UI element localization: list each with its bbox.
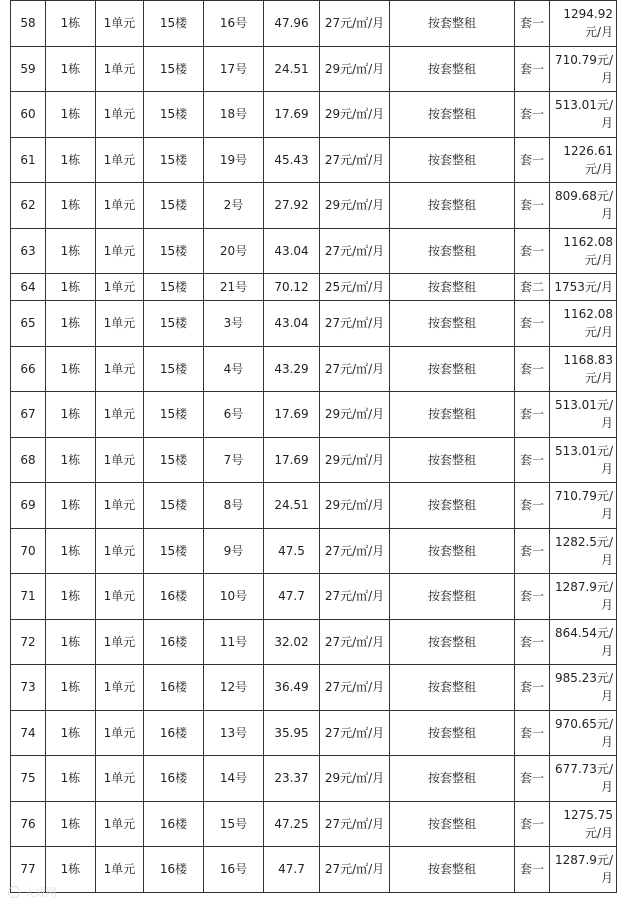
cell-unit: 1单元 <box>96 710 144 756</box>
cell-number: 60 <box>11 92 46 138</box>
cell-unit: 1单元 <box>96 92 144 138</box>
cell-floor: 16楼 <box>144 756 204 802</box>
cell-unit: 1单元 <box>96 574 144 620</box>
cell-number: 62 <box>11 183 46 229</box>
cell-area: 70.12 <box>264 274 320 301</box>
table-row <box>11 92 617 138</box>
cell-building: 1栋 <box>46 801 96 847</box>
cell-rate: 27元/㎡/月 <box>320 1 390 47</box>
table-row <box>11 574 617 620</box>
cell-rate: 29元/㎡/月 <box>320 46 390 92</box>
cell-unit: 1单元 <box>96 619 144 665</box>
table-row <box>11 801 617 847</box>
table-row <box>11 665 617 711</box>
cell-unit: 1单元 <box>96 346 144 392</box>
table-row <box>11 274 617 301</box>
cell-price: 1162.08元/月 <box>550 228 617 274</box>
cell-room: 14号 <box>204 756 264 802</box>
cell-rental-mode: 按套整租 <box>390 756 515 802</box>
cell-unit-type: 套二 <box>515 274 550 301</box>
cell-building: 1栋 <box>46 710 96 756</box>
cell-unit: 1单元 <box>96 46 144 92</box>
cell-area: 17.69 <box>264 437 320 483</box>
cell-number: 59 <box>11 46 46 92</box>
cell-room: 21号 <box>204 274 264 301</box>
cell-unit-type: 套一 <box>515 46 550 92</box>
cell-price: 970.65元/月 <box>550 710 617 756</box>
cell-unit-type: 套一 <box>515 619 550 665</box>
cell-number: 70 <box>11 528 46 574</box>
cell-area: 43.29 <box>264 346 320 392</box>
cell-rental-mode: 按套整租 <box>390 574 515 620</box>
cell-room: 12号 <box>204 665 264 711</box>
cell-building: 1栋 <box>46 392 96 438</box>
cell-building: 1栋 <box>46 1 96 47</box>
cell-building: 1栋 <box>46 92 96 138</box>
cell-rental-mode: 按套整租 <box>390 137 515 183</box>
cell-unit: 1单元 <box>96 392 144 438</box>
cell-unit-type: 套一 <box>515 92 550 138</box>
table-row <box>11 710 617 756</box>
cell-number: 72 <box>11 619 46 665</box>
cell-rate: 29元/㎡/月 <box>320 392 390 438</box>
cell-price: 513.01元/月 <box>550 392 617 438</box>
table-row <box>11 183 617 229</box>
cell-area: 23.37 <box>264 756 320 802</box>
cell-rental-mode: 按套整租 <box>390 392 515 438</box>
cell-number: 61 <box>11 137 46 183</box>
cell-area: 24.51 <box>264 483 320 529</box>
cell-floor: 15楼 <box>144 346 204 392</box>
cell-rental-mode: 按套整租 <box>390 483 515 529</box>
cell-unit-type: 套一 <box>515 756 550 802</box>
cell-rental-mode: 按套整租 <box>390 665 515 711</box>
cell-rental-mode: 按套整租 <box>390 274 515 301</box>
cell-room: 7号 <box>204 437 264 483</box>
cell-number: 66 <box>11 346 46 392</box>
cell-price: 677.73元/月 <box>550 756 617 802</box>
cell-unit-type: 套一 <box>515 137 550 183</box>
table-row <box>11 301 617 347</box>
cell-floor: 15楼 <box>144 92 204 138</box>
cell-floor: 15楼 <box>144 183 204 229</box>
cell-building: 1栋 <box>46 756 96 802</box>
cell-unit-type: 套一 <box>515 847 550 893</box>
cell-room: 11号 <box>204 619 264 665</box>
cell-rental-mode: 按套整租 <box>390 528 515 574</box>
table-row <box>11 46 617 92</box>
cell-floor: 15楼 <box>144 437 204 483</box>
cell-floor: 15楼 <box>144 274 204 301</box>
cell-price: 1168.83元/月 <box>550 346 617 392</box>
cell-number: 64 <box>11 274 46 301</box>
cell-unit: 1单元 <box>96 137 144 183</box>
cell-unit: 1单元 <box>96 1 144 47</box>
cell-unit: 1单元 <box>96 665 144 711</box>
table-row <box>11 619 617 665</box>
cell-unit: 1单元 <box>96 756 144 802</box>
cell-building: 1栋 <box>46 46 96 92</box>
cell-number: 68 <box>11 437 46 483</box>
cell-price: 513.01元/月 <box>550 437 617 483</box>
cell-unit: 1单元 <box>96 483 144 529</box>
cell-price: 710.79元/月 <box>550 483 617 529</box>
cell-rate: 27元/㎡/月 <box>320 301 390 347</box>
cell-unit-type: 套一 <box>515 346 550 392</box>
cell-unit: 1单元 <box>96 301 144 347</box>
cell-area: 47.5 <box>264 528 320 574</box>
table-row <box>11 1 617 47</box>
cell-building: 1栋 <box>46 483 96 529</box>
cell-number: 67 <box>11 392 46 438</box>
cell-floor: 16楼 <box>144 665 204 711</box>
cell-price: 513.01元/月 <box>550 92 617 138</box>
cell-rate: 25元/㎡/月 <box>320 274 390 301</box>
cell-price: 864.54元/月 <box>550 619 617 665</box>
cell-room: 19号 <box>204 137 264 183</box>
cell-floor: 16楼 <box>144 847 204 893</box>
cell-unit: 1单元 <box>96 228 144 274</box>
cell-unit-type: 套一 <box>515 1 550 47</box>
cell-floor: 16楼 <box>144 619 204 665</box>
cell-room: 20号 <box>204 228 264 274</box>
cell-rate: 29元/㎡/月 <box>320 183 390 229</box>
cell-rental-mode: 按套整租 <box>390 619 515 665</box>
cell-price: 1282.5元/月 <box>550 528 617 574</box>
cell-unit: 1单元 <box>96 437 144 483</box>
cell-area: 47.25 <box>264 801 320 847</box>
cell-number: 77 <box>11 847 46 893</box>
cell-rental-mode: 按套整租 <box>390 847 515 893</box>
cell-unit-type: 套一 <box>515 483 550 529</box>
table-row <box>11 346 617 392</box>
cell-area: 47.7 <box>264 847 320 893</box>
cell-room: 2号 <box>204 183 264 229</box>
cell-room: 18号 <box>204 92 264 138</box>
cell-number: 76 <box>11 801 46 847</box>
cell-price: 1753元/月 <box>550 274 617 301</box>
cell-floor: 16楼 <box>144 801 204 847</box>
cell-price: 809.68元/月 <box>550 183 617 229</box>
cell-building: 1栋 <box>46 528 96 574</box>
cell-room: 4号 <box>204 346 264 392</box>
cell-rate: 29元/㎡/月 <box>320 756 390 802</box>
cell-unit-type: 套一 <box>515 437 550 483</box>
cell-rate: 27元/㎡/月 <box>320 574 390 620</box>
cell-rental-mode: 按套整租 <box>390 801 515 847</box>
cell-rental-mode: 按套整租 <box>390 301 515 347</box>
cell-building: 1栋 <box>46 574 96 620</box>
cell-room: 15号 <box>204 801 264 847</box>
cell-room: 8号 <box>204 483 264 529</box>
cell-unit-type: 套一 <box>515 574 550 620</box>
cell-area: 35.95 <box>264 710 320 756</box>
cell-building: 1栋 <box>46 665 96 711</box>
cell-building: 1栋 <box>46 437 96 483</box>
cell-price: 1294.92元/月 <box>550 1 617 47</box>
cell-room: 10号 <box>204 574 264 620</box>
cell-room: 17号 <box>204 46 264 92</box>
cell-price: 1275.75元/月 <box>550 801 617 847</box>
cell-area: 24.51 <box>264 46 320 92</box>
cell-floor: 15楼 <box>144 392 204 438</box>
cell-floor: 15楼 <box>144 46 204 92</box>
cell-area: 45.43 <box>264 137 320 183</box>
cell-room: 6号 <box>204 392 264 438</box>
cell-floor: 15楼 <box>144 1 204 47</box>
table-row <box>11 437 617 483</box>
cell-area: 17.69 <box>264 392 320 438</box>
cell-unit-type: 套一 <box>515 801 550 847</box>
cell-building: 1栋 <box>46 183 96 229</box>
rental-listing-table <box>10 0 617 893</box>
listing-table-container <box>10 0 616 893</box>
cell-unit-type: 套一 <box>515 665 550 711</box>
cell-rental-mode: 按套整租 <box>390 346 515 392</box>
cell-floor: 15楼 <box>144 483 204 529</box>
cell-price: 1287.9元/月 <box>550 847 617 893</box>
table-row <box>11 228 617 274</box>
cell-floor: 15楼 <box>144 301 204 347</box>
cell-area: 47.7 <box>264 574 320 620</box>
cell-unit-type: 套一 <box>515 301 550 347</box>
cell-rate: 27元/㎡/月 <box>320 619 390 665</box>
cell-rate: 27元/㎡/月 <box>320 665 390 711</box>
cell-rate: 29元/㎡/月 <box>320 483 390 529</box>
cell-unit: 1单元 <box>96 528 144 574</box>
cell-room: 3号 <box>204 301 264 347</box>
cell-number: 74 <box>11 710 46 756</box>
cell-rental-mode: 按套整租 <box>390 1 515 47</box>
cell-rental-mode: 按套整租 <box>390 710 515 756</box>
cell-building: 1栋 <box>46 619 96 665</box>
cell-room: 9号 <box>204 528 264 574</box>
cell-price: 1162.08元/月 <box>550 301 617 347</box>
cell-rental-mode: 按套整租 <box>390 183 515 229</box>
cell-floor: 16楼 <box>144 574 204 620</box>
cell-building: 1栋 <box>46 137 96 183</box>
cell-room: 13号 <box>204 710 264 756</box>
cell-price: 1226.61元/月 <box>550 137 617 183</box>
cell-rate: 27元/㎡/月 <box>320 528 390 574</box>
cell-number: 65 <box>11 301 46 347</box>
cell-area: 43.04 <box>264 228 320 274</box>
table-row <box>11 392 617 438</box>
cell-unit-type: 套一 <box>515 183 550 229</box>
cell-rate: 27元/㎡/月 <box>320 228 390 274</box>
cell-number: 75 <box>11 756 46 802</box>
table-body <box>11 1 617 893</box>
cell-rental-mode: 按套整租 <box>390 46 515 92</box>
table-row <box>11 137 617 183</box>
cell-number: 73 <box>11 665 46 711</box>
cell-price: 1287.9元/月 <box>550 574 617 620</box>
cell-price: 985.23元/月 <box>550 665 617 711</box>
cell-floor: 15楼 <box>144 228 204 274</box>
table-row <box>11 847 617 893</box>
cell-rental-mode: 按套整租 <box>390 437 515 483</box>
cell-price: 710.79元/月 <box>550 46 617 92</box>
watermark-logo-icon <box>8 886 20 898</box>
cell-floor: 15楼 <box>144 528 204 574</box>
cell-floor: 16楼 <box>144 710 204 756</box>
cell-unit-type: 套一 <box>515 528 550 574</box>
cell-area: 27.92 <box>264 183 320 229</box>
watermark-text: 大成网 <box>24 886 57 899</box>
cell-rate: 27元/㎡/月 <box>320 710 390 756</box>
cell-rental-mode: 按套整租 <box>390 228 515 274</box>
cell-unit: 1单元 <box>96 274 144 301</box>
cell-unit-type: 套一 <box>515 710 550 756</box>
table-row <box>11 528 617 574</box>
watermark <box>8 884 57 900</box>
cell-room: 16号 <box>204 1 264 47</box>
cell-area: 17.69 <box>264 92 320 138</box>
cell-number: 58 <box>11 1 46 47</box>
cell-number: 69 <box>11 483 46 529</box>
cell-building: 1栋 <box>46 228 96 274</box>
cell-rental-mode: 按套整租 <box>390 92 515 138</box>
cell-rate: 29元/㎡/月 <box>320 437 390 483</box>
table-row <box>11 756 617 802</box>
cell-building: 1栋 <box>46 847 96 893</box>
cell-rate: 29元/㎡/月 <box>320 92 390 138</box>
cell-building: 1栋 <box>46 274 96 301</box>
cell-building: 1栋 <box>46 301 96 347</box>
cell-rate: 27元/㎡/月 <box>320 137 390 183</box>
cell-building: 1栋 <box>46 346 96 392</box>
cell-unit-type: 套一 <box>515 392 550 438</box>
cell-area: 32.02 <box>264 619 320 665</box>
cell-area: 43.04 <box>264 301 320 347</box>
cell-floor: 15楼 <box>144 137 204 183</box>
cell-rate: 27元/㎡/月 <box>320 346 390 392</box>
cell-unit-type: 套一 <box>515 228 550 274</box>
cell-unit: 1单元 <box>96 847 144 893</box>
cell-number: 71 <box>11 574 46 620</box>
cell-area: 47.96 <box>264 1 320 47</box>
cell-number: 63 <box>11 228 46 274</box>
cell-room: 16号 <box>204 847 264 893</box>
cell-area: 36.49 <box>264 665 320 711</box>
cell-rate: 27元/㎡/月 <box>320 801 390 847</box>
table-row <box>11 483 617 529</box>
cell-unit: 1单元 <box>96 183 144 229</box>
cell-unit: 1单元 <box>96 801 144 847</box>
cell-rate: 27元/㎡/月 <box>320 847 390 893</box>
